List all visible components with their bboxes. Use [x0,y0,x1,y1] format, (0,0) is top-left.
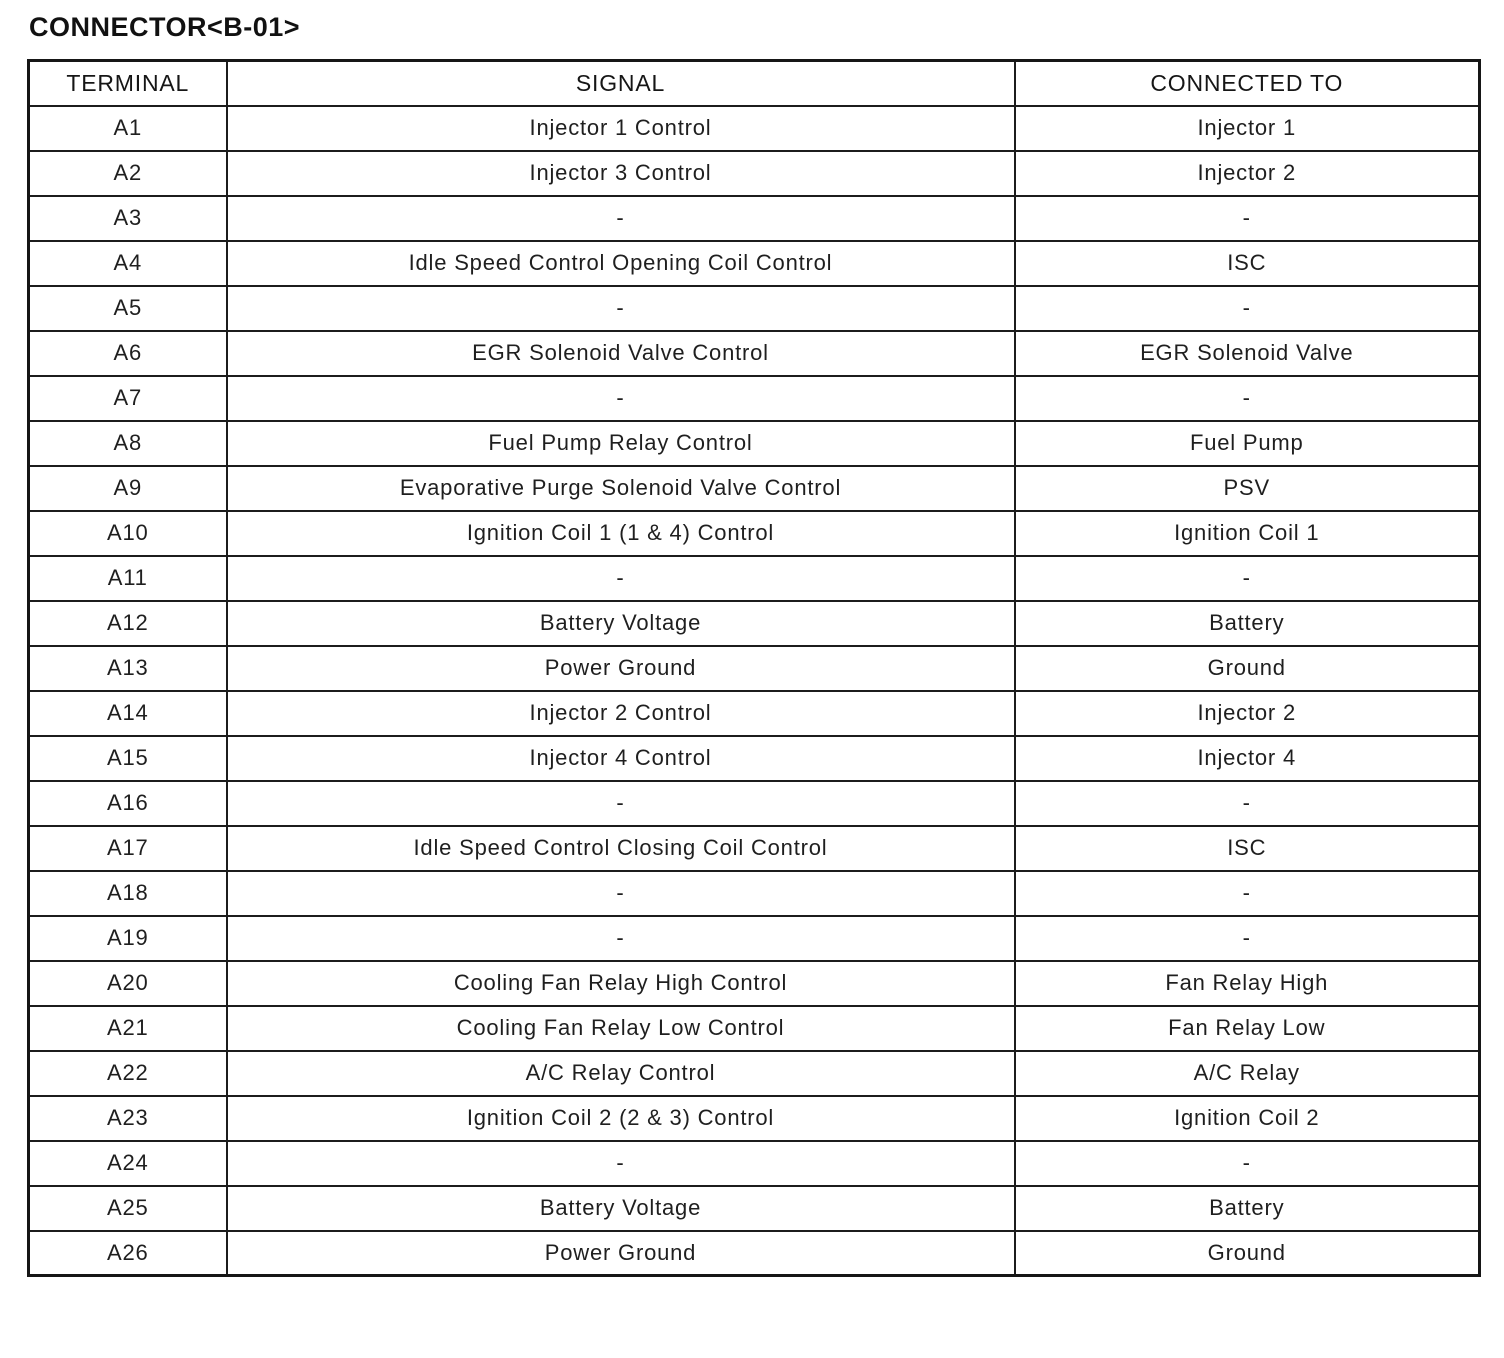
table-row [29,466,1480,511]
table-row [29,331,1480,376]
table-row [29,376,1480,421]
terminal-cell: A22 [29,1051,227,1096]
terminal-cell: A25 [29,1186,227,1231]
signal-cell: A/C Relay Control [227,1051,1015,1096]
connected-to-cell: Injector 1 [1015,106,1480,151]
terminal-cell: A21 [29,1006,227,1051]
table-row [29,601,1480,646]
terminal-cell: A10 [29,511,227,556]
table-row [29,556,1480,601]
connected-to-cell: Injector 2 [1015,691,1480,736]
terminal-cell: A16 [29,781,227,826]
signal-cell: Power Ground [227,1231,1015,1276]
connected-to-cell: ISC [1015,241,1480,286]
connected-to-cell: - [1015,286,1480,331]
connected-to-cell: Battery [1015,1186,1480,1231]
terminal-cell: A23 [29,1096,227,1141]
signal-cell: Idle Speed Control Opening Coil Control [227,241,1015,286]
connected-to-cell: - [1015,556,1480,601]
terminal-cell: A13 [29,646,227,691]
signal-cell: Battery Voltage [227,1186,1015,1231]
table-row [29,736,1480,781]
table-row [29,1051,1480,1096]
column-header-connected-to: CONNECTED TO [1015,61,1480,106]
signal-cell: - [227,871,1015,916]
table-row [29,106,1480,151]
connected-to-cell: Fan Relay High [1015,961,1480,1006]
connected-to-cell: Ground [1015,1231,1480,1276]
terminal-cell: A7 [29,376,227,421]
connected-to-cell: - [1015,1141,1480,1186]
connected-to-cell: Battery [1015,601,1480,646]
connected-to-cell: Injector 2 [1015,151,1480,196]
table-row [29,511,1480,556]
table-row [29,646,1480,691]
connected-to-cell: - [1015,916,1480,961]
table-row [29,421,1480,466]
table-row [29,286,1480,331]
connected-to-cell: ISC [1015,826,1480,871]
signal-cell: - [227,556,1015,601]
header-row [29,61,1480,106]
terminal-cell: A15 [29,736,227,781]
table-row [29,1096,1480,1141]
terminal-cell: A12 [29,601,227,646]
signal-cell: Cooling Fan Relay High Control [227,961,1015,1006]
signal-cell: - [227,781,1015,826]
terminal-cell: A9 [29,466,227,511]
terminal-cell: A18 [29,871,227,916]
signal-cell: Power Ground [227,646,1015,691]
signal-cell: - [227,376,1015,421]
terminal-cell: A20 [29,961,227,1006]
terminal-cell: A24 [29,1141,227,1186]
table-row [29,196,1480,241]
terminal-cell: A19 [29,916,227,961]
table-row [29,871,1480,916]
signal-cell: Ignition Coil 1 (1 & 4) Control [227,511,1015,556]
connected-to-cell: Injector 4 [1015,736,1480,781]
connected-to-cell: - [1015,781,1480,826]
signal-cell: - [227,1141,1015,1186]
signal-cell: Injector 3 Control [227,151,1015,196]
connected-to-cell: Fuel Pump [1015,421,1480,466]
connected-to-cell: A/C Relay [1015,1051,1480,1096]
signal-cell: EGR Solenoid Valve Control [227,331,1015,376]
connector-pinout-table [27,59,1481,1277]
table-row [29,1006,1480,1051]
column-header-terminal: TERMINAL [29,61,227,106]
signal-cell: Idle Speed Control Closing Coil Control [227,826,1015,871]
signal-cell: Fuel Pump Relay Control [227,421,1015,466]
table-row [29,241,1480,286]
terminal-cell: A11 [29,556,227,601]
signal-cell: - [227,196,1015,241]
table-row [29,916,1480,961]
page-title: CONNECTOR<B-01> [29,12,301,42]
table-row [29,781,1480,826]
connected-to-cell: - [1015,871,1480,916]
connected-to-cell: - [1015,376,1480,421]
connected-to-cell: Fan Relay Low [1015,1006,1480,1051]
signal-cell: Cooling Fan Relay Low Control [227,1006,1015,1051]
terminal-cell: A14 [29,691,227,736]
column-header-signal: SIGNAL [227,61,1015,106]
signal-cell: - [227,916,1015,961]
terminal-cell: A5 [29,286,227,331]
signal-cell: Injector 4 Control [227,736,1015,781]
connected-to-cell: Ignition Coil 2 [1015,1096,1480,1141]
table-row [29,826,1480,871]
connected-to-cell: Ignition Coil 1 [1015,511,1480,556]
table-row [29,1231,1480,1276]
terminal-cell: A26 [29,1231,227,1276]
table-row [29,961,1480,1006]
table-row [29,151,1480,196]
terminal-cell: A3 [29,196,227,241]
connected-to-cell: Ground [1015,646,1480,691]
terminal-cell: A1 [29,106,227,151]
terminal-cell: A4 [29,241,227,286]
table-row [29,1186,1480,1231]
signal-cell: - [227,286,1015,331]
connected-to-cell: EGR Solenoid Valve [1015,331,1480,376]
signal-cell: Battery Voltage [227,601,1015,646]
signal-cell: Evaporative Purge Solenoid Valve Control [227,466,1015,511]
table-row [29,1141,1480,1186]
connected-to-cell: PSV [1015,466,1480,511]
terminal-cell: A8 [29,421,227,466]
signal-cell: Injector 2 Control [227,691,1015,736]
signal-cell: Ignition Coil 2 (2 & 3) Control [227,1096,1015,1141]
signal-cell: Injector 1 Control [227,106,1015,151]
terminal-cell: A6 [29,331,227,376]
terminal-cell: A2 [29,151,227,196]
connected-to-cell: - [1015,196,1480,241]
terminal-cell: A17 [29,826,227,871]
table-row [29,691,1480,736]
